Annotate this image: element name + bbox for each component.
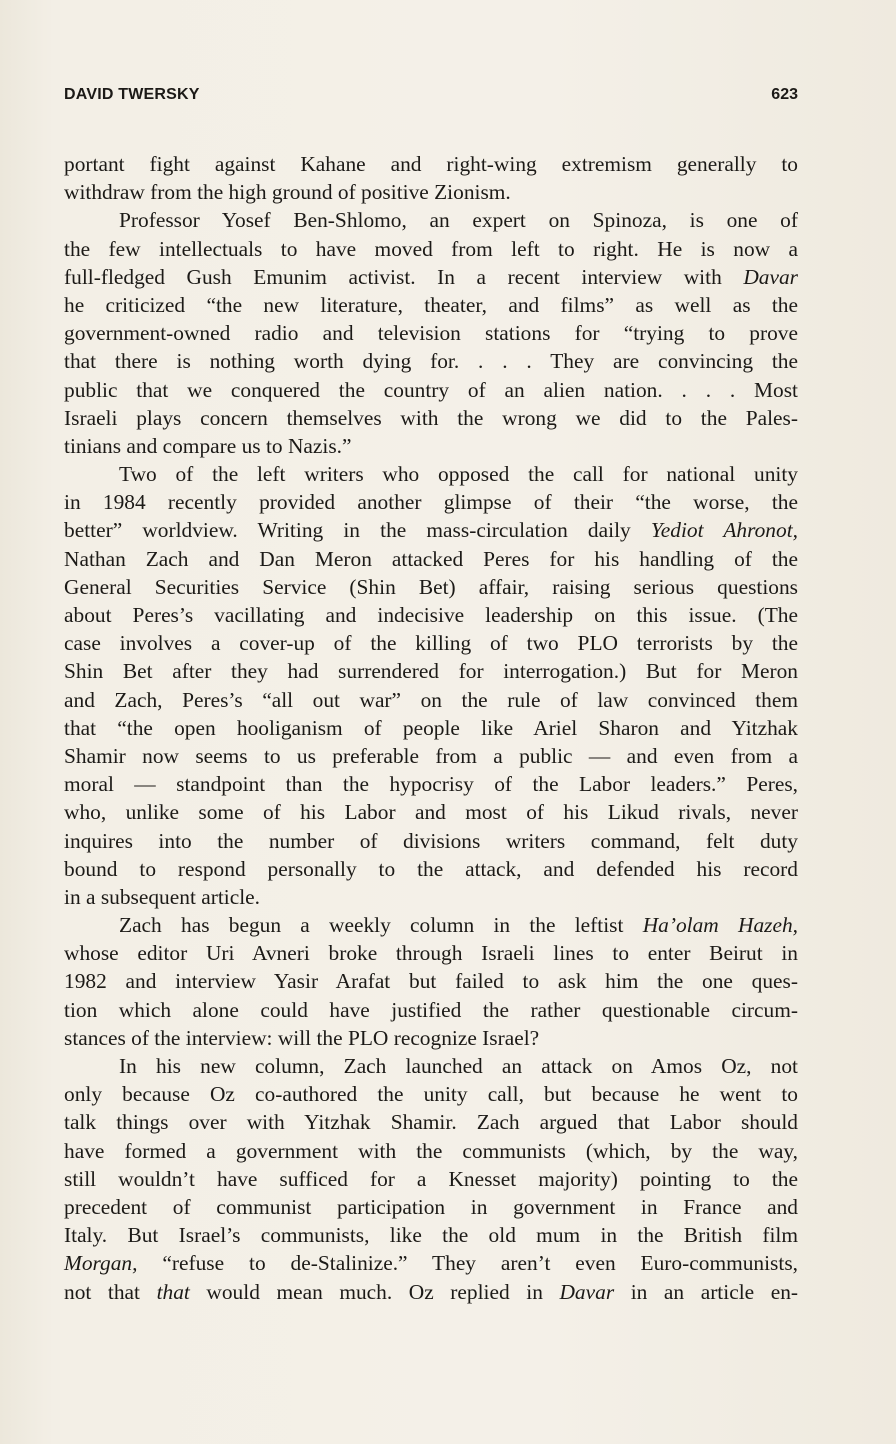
- text-line: talk things over with Yitzhak Shamir. Zach argued that Labor should: [64, 1110, 798, 1135]
- text-line: 1982 and interview Yasir Arafat but failed to ask him the one ques-: [64, 969, 798, 994]
- text-line: Nathan Zach and Dan Meron attacked Peres for his handling of the: [64, 546, 798, 571]
- text-line: tinians and compare us to Nazis.”: [64, 433, 352, 458]
- text-line: that “the open hooliganism of people like Ariel Sharon and Yitzhak: [64, 715, 798, 740]
- text-line: Professor Yosef Ben-Shlomo, an expert on Spinoza, is one of: [119, 208, 798, 233]
- text-line: he criticized “the new literature, theater, and films” as well as the: [64, 292, 798, 317]
- text-line: only because Oz co-authored the unity call, but because he went to: [64, 1082, 798, 1107]
- text-line: the few intellectuals to have moved from left to right. He is now a: [64, 236, 798, 261]
- text-line: full-fledged Gush Emunim activist. In a recent interview with Davar: [64, 264, 798, 289]
- text-line: Two of the left writers who opposed the call for national unity: [119, 462, 798, 487]
- text-line: case involves a cover-up of the killing of two PLO terrorists by the: [64, 631, 798, 656]
- page-number: 623: [771, 86, 798, 103]
- text-line: Morgan, “refuse to de-Stalinize.” They aren’t even Euro-communists,: [64, 1251, 798, 1276]
- text-line: not that that would mean much. Oz replied in Davar in an article en-: [64, 1279, 799, 1304]
- text-line: precedent of communist participation in government in France and: [64, 1194, 798, 1219]
- text-line: public that we conquered the country of an alien nation. . . . Most: [64, 377, 798, 402]
- text-line: In his new column, Zach launched an attack on Amos Oz, not: [119, 1054, 798, 1078]
- running-head: [64, 86, 798, 110]
- running-head-author: DAVID TWERSKY: [64, 86, 200, 103]
- text-line: Shamir now seems to us preferable from a public — and even from a: [64, 743, 798, 768]
- text-line: that there is nothing worth dying for. . . . They are convincing the: [64, 349, 798, 374]
- text-line: tion which alone could have justified the rather questionable circum-: [64, 997, 798, 1022]
- text-line: about Peres’s vacillating and indecisive leadership on this issue. (The: [64, 603, 798, 627]
- text-line: in 1984 recently provided another glimpse of their “the worse, the: [64, 490, 798, 515]
- text-line: Italy. But Israel’s communists, like the old mum in the British film: [64, 1223, 798, 1248]
- text-line: better” worldview. Writing in the mass-circulation daily Yediot Ahronot,: [64, 518, 798, 543]
- text-line: inquires into the number of divisions writers command, felt duty: [64, 828, 798, 853]
- text-line: General Securities Service (Shin Bet) affair, raising serious questions: [64, 574, 798, 599]
- text-line: withdraw from the high ground of positive Zionism.: [64, 180, 511, 205]
- body-text: [64, 150, 798, 1306]
- text-line: still wouldn’t have sufficed for a Knesset majority) pointing to the: [64, 1166, 798, 1191]
- text-line: government-owned radio and television stations for “trying to prove: [64, 321, 798, 346]
- text-line: and Zach, Peres’s “all out war” on the rule of law convinced them: [64, 687, 798, 712]
- text-line: in a subsequent article.: [64, 884, 261, 909]
- text-line: Shin Bet after they had surrendered for interrogation.) But for Meron: [64, 659, 798, 684]
- text-line: bound to respond personally to the attack, and defended his record: [64, 856, 798, 881]
- text-line: stances of the interview: will the PLO recognize Israel?: [64, 1025, 540, 1050]
- text-line: whose editor Uri Avneri broke through Israeli lines to enter Beirut in: [64, 941, 798, 966]
- text-line: have formed a government with the communists (which, by the way,: [64, 1138, 798, 1163]
- text-line: moral — standpoint than the hypocrisy of the Labor leaders.” Peres,: [64, 772, 798, 797]
- text-line: Israeli plays concern themselves with the wrong we did to the Pales-: [64, 405, 798, 430]
- text-line: who, unlike some of his Labor and most of his Likud rivals, never: [64, 800, 798, 825]
- text-line: portant fight against Kahane and right-wing extremism generally to: [64, 152, 798, 176]
- text-line: Zach has begun a weekly column in the leftist Ha’olam Hazeh,: [119, 913, 799, 938]
